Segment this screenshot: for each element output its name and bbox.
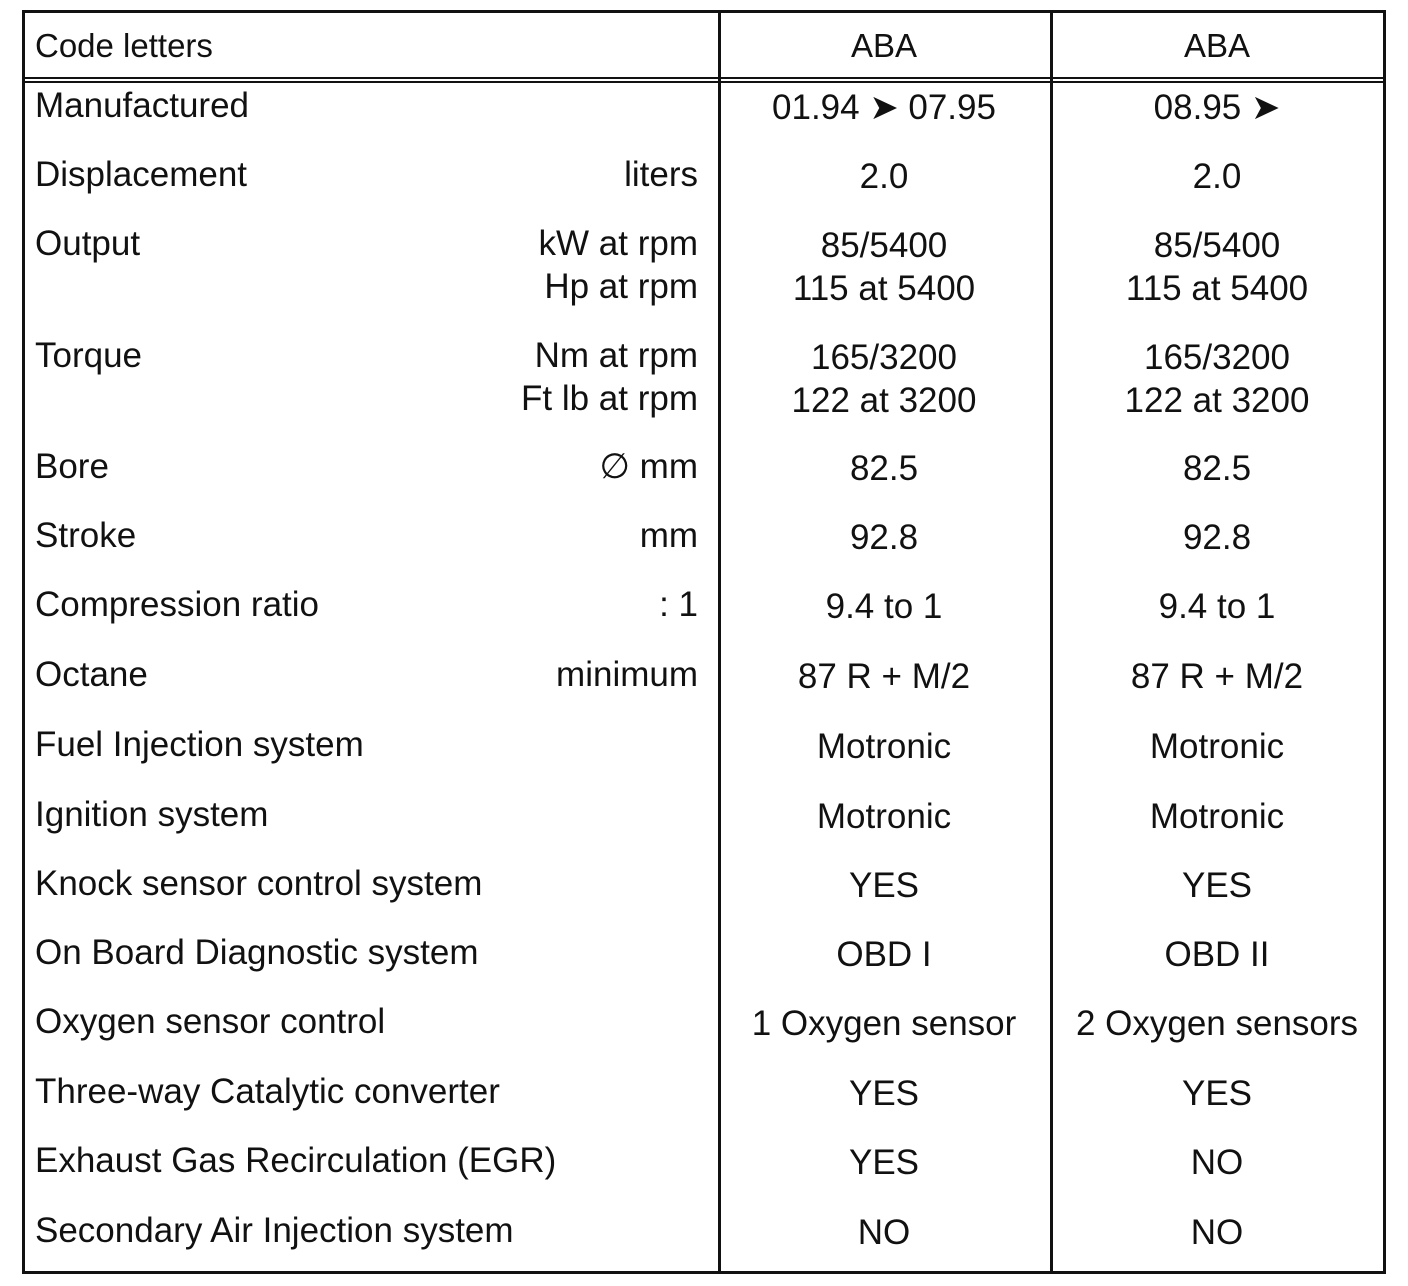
row-value-col1: Motronic — [816, 797, 952, 836]
row-value-col2: 92.8 — [1182, 518, 1252, 557]
header-label: Code letters — [35, 27, 213, 64]
row-unit: Hp at rpm — [544, 267, 698, 306]
header-code-col2: ABA — [1183, 27, 1251, 64]
row-label: Exhaust Gas Recirculation (EGR) — [35, 1141, 557, 1180]
row-unit: minimum — [556, 655, 698, 694]
row-label: Compression ratio — [35, 585, 319, 624]
row-value-col2: 9.4 to 1 — [1158, 587, 1276, 626]
row-unit: liters — [624, 155, 698, 194]
row-value-col1: YES — [848, 1143, 920, 1182]
row-label: Displacement — [35, 155, 248, 194]
row-value-col1: OBD I — [836, 935, 932, 974]
row-value-col2: NO — [1190, 1213, 1244, 1252]
row-value-col2: 2.0 — [1192, 157, 1242, 196]
engine-spec-table — [22, 10, 1386, 1274]
row-value-col1: 9.4 to 1 — [825, 587, 943, 626]
row-value-col1: 115 at 5400 — [792, 269, 976, 308]
row-value-col2: 122 at 3200 — [1124, 381, 1310, 420]
row-value-col2: Motronic — [1149, 797, 1285, 836]
row-unit: ∅ mm — [599, 447, 698, 486]
row-value-col2: 82.5 — [1182, 449, 1252, 488]
row-value-col2: 08.95 ➤ — [1153, 88, 1281, 127]
row-value-col2: 115 at 5400 — [1125, 269, 1309, 308]
row-label: Secondary Air Injection system — [35, 1211, 514, 1250]
row-value-col2: Motronic — [1149, 727, 1285, 766]
row-unit: : 1 — [659, 585, 698, 624]
row-value-col2: 85/5400 — [1153, 226, 1281, 265]
row-label: Knock sensor control system — [35, 864, 483, 903]
row-label: Manufactured — [35, 86, 250, 125]
row-value-col1: 122 at 3200 — [791, 381, 977, 420]
row-value-col1: Motronic — [816, 727, 952, 766]
row-label: Torque — [35, 336, 143, 375]
row-value-col1: 01.94 ➤ 07.95 — [772, 88, 996, 127]
row-value-col1: 2.0 — [859, 157, 909, 196]
row-unit: Nm at rpm — [534, 336, 698, 375]
row-unit: mm — [639, 516, 698, 555]
row-value-col1: 87 R + M/2 — [797, 657, 971, 696]
row-unit: kW at rpm — [538, 224, 698, 263]
row-value-col1: 1 Oxygen sensor — [751, 1004, 1017, 1043]
row-label: Oxygen sensor control — [35, 1002, 386, 1041]
row-value-col1: 82.5 — [849, 449, 919, 488]
row-value-col2: OBD II — [1164, 935, 1270, 974]
row-value-col1: YES — [848, 1074, 920, 1113]
row-value-col2: NO — [1190, 1143, 1244, 1182]
row-label: Bore — [35, 447, 109, 486]
row-value-col2: 87 R + M/2 — [1130, 657, 1304, 696]
row-label: Octane — [35, 655, 148, 694]
row-label: Output — [35, 224, 141, 263]
row-value-col1: 92.8 — [849, 518, 919, 557]
row-value-col1: NO — [857, 1213, 911, 1252]
row-value-col2: 165/3200 — [1144, 338, 1290, 377]
row-label: On Board Diagnostic system — [35, 933, 479, 972]
row-value-col1: YES — [848, 866, 920, 905]
row-value-col2: YES — [1181, 866, 1253, 905]
row-value-col1: 85/5400 — [820, 226, 948, 265]
row-label: Three-way Catalytic converter — [35, 1072, 500, 1111]
row-label: Ignition system — [35, 795, 269, 834]
table-header — [25, 13, 1383, 83]
row-label: Fuel Injection system — [35, 725, 364, 764]
row-value-col2: 2 Oxygen sensors — [1075, 1004, 1359, 1043]
row-value-col1: 165/3200 — [811, 338, 957, 377]
row-unit: Ft lb at rpm — [521, 379, 698, 418]
header-code-col1: ABA — [850, 27, 918, 64]
row-label: Stroke — [35, 516, 137, 555]
row-value-col2: YES — [1181, 1074, 1253, 1113]
